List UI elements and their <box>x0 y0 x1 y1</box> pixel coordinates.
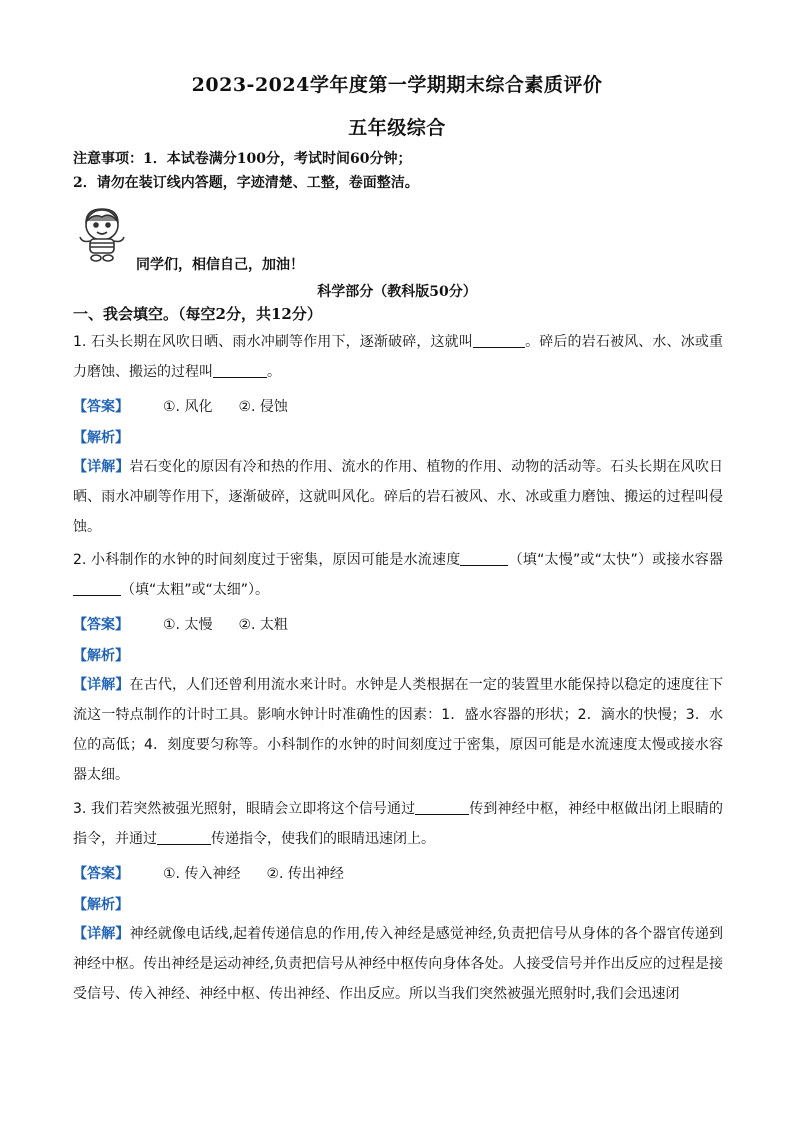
exam-title: 2023-2024学年度第一学期期末综合素质评价 <box>191 74 603 96</box>
answer-blank <box>213 376 267 378</box>
answer-item: ①. 太慢 <box>163 617 213 633</box>
answer-row <box>73 863 344 883</box>
answer-blank <box>460 564 508 566</box>
section-title: 一、我会填空。（每空2分，共12分） <box>73 305 322 323</box>
detail-paragraph: 【详解】在古代，人们还曾利用流水来计时。水钟是人类根据在一定的装置里水能保持以稳定的速度往下流这一特点制作的计时工具。影响水钟计时准确性的因素：1．盛水容器的形状；2．滴水的快慢；3．水位的高低；4．刻度要匀称等。小科制作的水钟的时间刻度过于密集，原因可能是水流速度太慢或接水容器太细。 <box>73 677 724 783</box>
part-title: 科学部分（教科版50分） <box>317 284 477 300</box>
answer-blank <box>415 813 469 815</box>
encouragement-text: 同学们，相信自己，加油！ <box>136 257 304 273</box>
answer-blank <box>73 594 121 596</box>
notice-line-2: 2．请勿在装订线内答题，字迹清楚、工整，卷面整洁。 <box>73 175 419 191</box>
answer-label: 【答案】 <box>73 617 129 633</box>
question-1: 1. 石头长期在风吹日晒、雨水冲刷等作用下，逐渐破碎，这就叫 。碎后的岩石被风、水、冰或重力磨蚀、搬运的过程叫 。 <box>73 334 723 380</box>
answer-blank <box>157 843 211 845</box>
cartoon-student-icon <box>72 203 132 263</box>
analysis-label: 【解析】 <box>73 648 129 664</box>
detail-paragraph: 【详解】神经就像电话线,起着传递信息的作用,传入神经是感觉神经,负责把信号从身体的各个器官传递到神经中枢。传出神经是运动神经,负责把信号从神经中枢传向身体各处。人接受信号并作出反应的过程是接受信号、传入神经、神经中枢、传出神经、作出反应。所以当我们突然被强光照射时,我们会迅速闭 <box>73 926 724 1002</box>
answer-row <box>73 614 288 634</box>
answer-item: ②. 侵蚀 <box>238 399 288 415</box>
answer-label: 【答案】 <box>73 866 129 882</box>
answer-item: ②. 太粗 <box>238 617 288 633</box>
answer-row <box>73 396 288 416</box>
answer-blank <box>473 346 525 348</box>
answer-label: 【答案】 <box>73 399 129 415</box>
exam-subtitle: 五年级综合 <box>348 117 446 139</box>
answer-item: ②. 传出神经 <box>266 866 344 882</box>
answer-item: ①. 传入神经 <box>163 866 241 882</box>
detail-paragraph: 【详解】岩石变化的原因有冷和热的作用、流水的作用、植物的作用、动物的活动等。石头长期在风吹日晒、雨水冲刷等作用下，逐渐破碎，这就叫风化。碎后的岩石被风、水、冰或重力磨蚀、搬运的过程叫侵蚀。 <box>73 459 724 535</box>
notice-line-1: 注意事项：1．本试卷满分100分，考试时间60分钟； <box>73 151 412 167</box>
question-3: 3. 我们若突然被强光照射，眼睛会立即将这个信号通过 传到神经中枢，神经中枢做出闭上眼睛的指令，并通过 传递指令，使我们的眼睛迅速闭上。 <box>73 801 723 847</box>
analysis-label: 【解析】 <box>73 430 129 446</box>
answer-item: ①. 风化 <box>163 399 213 415</box>
analysis-label: 【解析】 <box>73 897 129 913</box>
question-2: 2. 小科制作的水钟的时间刻度过于密集，原因可能是水流速度 （填“太慢”或“太快”）或接水容器（填“太粗”或“太细”）。 <box>73 552 723 598</box>
